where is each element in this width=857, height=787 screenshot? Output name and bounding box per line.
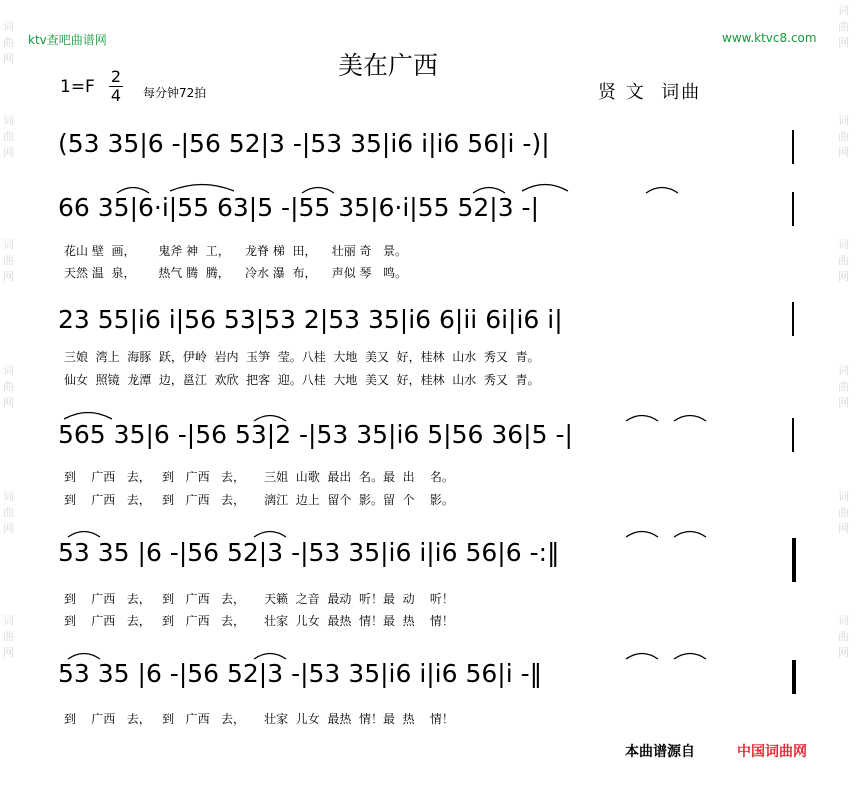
source-brand: 中国词曲网 [737, 744, 807, 760]
right-watermark-column [835, 0, 857, 787]
lyric-line: 仙女 照镜 龙潭 边，邕江 欢欣 把客 迎。八桂 大地 美又 好，桂林 山水 秀又 青。 [64, 373, 540, 387]
slur-mark [644, 182, 680, 194]
lyric-line: 到 广西 去， 到 广西 去， 壮家 儿女 最热 情！最 热 情！ [64, 614, 454, 628]
barline [792, 538, 796, 582]
slur-mark [624, 410, 660, 422]
song-title: 美在广西 [338, 51, 439, 80]
notation-line: 565 35|6 -|56 53|2 -|53 35|i6 5|56 36|5 -| [58, 420, 573, 449]
watermark-glyph: 网 [838, 146, 849, 159]
watermark-glyph: 词 [838, 4, 849, 17]
watermark-glyph: 曲 [838, 380, 849, 393]
time-signature-top: 2 [110, 67, 122, 86]
time-signature [109, 68, 123, 105]
watermark-glyph: 曲 [3, 130, 14, 143]
slur-mark [62, 406, 114, 420]
notation-line: 23 55|i6 i|56 53|53 2|53 35|i6 6|ii 6i|i6 i| [58, 305, 563, 334]
slur-mark [252, 410, 288, 422]
watermark-glyph: 曲 [838, 254, 849, 267]
watermark-glyph: 词 [3, 20, 14, 33]
watermark-glyph: 曲 [3, 506, 14, 519]
slur-mark [66, 648, 102, 660]
slur-mark [624, 648, 660, 660]
watermark-glyph: 曲 [3, 254, 14, 267]
notation-line: 66 35|6·i|55 63|5 -|55 35|6·i|55 52|3 -| [58, 193, 540, 222]
slur-mark [300, 182, 336, 194]
slur-mark [252, 526, 288, 538]
watermark-glyph: 网 [838, 646, 849, 659]
slur-mark [672, 410, 708, 422]
slur-mark [66, 526, 102, 538]
watermark-glyph: 曲 [838, 20, 849, 33]
slur-mark [252, 648, 288, 660]
watermark-glyph: 网 [3, 146, 14, 159]
lyric-line: 到 广西 去， 到 广西 去， 天籁 之音 最动 听！最 动 听！ [64, 592, 454, 606]
watermark-glyph: 网 [838, 396, 849, 409]
watermark-glyph: 曲 [3, 630, 14, 643]
watermark-glyph: 词 [3, 614, 14, 627]
lyric-line: 到 广西 去， 到 广西 去， 三姐 山歌 最出 名。最 出 名。 [64, 470, 454, 484]
lyric-line: 花山 壁 画， 鬼斧 神 工， 龙脊 梯 田， 壮丽 奇 景。 [64, 244, 407, 258]
slur-mark [471, 182, 507, 194]
left-watermark-column [0, 0, 22, 787]
time-signature-bottom: 4 [110, 86, 122, 105]
watermark-glyph: 词 [3, 490, 14, 503]
barline [792, 660, 796, 694]
watermark-glyph: 曲 [3, 36, 14, 49]
watermark-glyph: 网 [838, 270, 849, 283]
watermark-glyph: 网 [3, 52, 14, 65]
lyric-line: 到 广西 去， 到 广西 去， 壮家 儿女 最热 情！最 热 情！ [64, 712, 454, 726]
watermark-glyph: 网 [838, 36, 849, 49]
watermark-glyph: 词 [3, 238, 14, 251]
barline [792, 302, 794, 336]
lyric-line: 到 广西 去， 到 广西 去， 漓江 边上 留个 影。留 个 影。 [64, 493, 454, 507]
slur-mark [672, 526, 708, 538]
watermark-glyph: 曲 [838, 506, 849, 519]
site-watermark-left: ktv查吧曲谱网 [28, 33, 107, 47]
slur-mark [624, 526, 660, 538]
notation-line: 53 35 |6 -|56 52|3 -|53 35|i6 i|i6 56|i -‖ [58, 659, 543, 688]
watermark-glyph: 曲 [3, 380, 14, 393]
lyric-line: 三娘 湾上 海豚 跃，伊岭 岩内 玉笋 莹。八桂 大地 美又 好，桂林 山水 秀又 青。 [64, 350, 540, 364]
author-credit: 贤 文 词曲 [598, 82, 702, 103]
source-label: 本曲谱源自 [625, 744, 695, 760]
watermark-glyph: 词 [838, 364, 849, 377]
watermark-glyph: 网 [838, 522, 849, 535]
slur-mark [672, 648, 708, 660]
notation-line: (53 35|6 -|56 52|3 -|53 35|i6 i|i6 56|i -)| [58, 129, 550, 158]
slur-mark [168, 178, 236, 192]
slur-mark [520, 178, 570, 192]
watermark-glyph: 网 [3, 646, 14, 659]
watermark-glyph: 网 [3, 270, 14, 283]
watermark-glyph: 网 [3, 522, 14, 535]
barline [792, 130, 794, 164]
watermark-glyph: 词 [838, 614, 849, 627]
watermark-glyph: 曲 [838, 130, 849, 143]
key-signature: 1=F [60, 77, 95, 97]
watermark-glyph: 网 [3, 396, 14, 409]
watermark-glyph: 词 [3, 114, 14, 127]
watermark-glyph: 词 [838, 238, 849, 251]
site-watermark-right: www.ktvc8.com [722, 31, 817, 45]
notation-line: 53 35 |6 -|56 52|3 -|53 35|i6 i|i6 56|6 -:‖ [58, 538, 560, 567]
barline [792, 418, 794, 452]
watermark-glyph: 词 [3, 364, 14, 377]
watermark-glyph: 曲 [838, 630, 849, 643]
slur-mark [115, 182, 151, 194]
lyric-line: 天然 温 泉， 热气 腾 腾， 冷水 瀑 布， 声似 琴 鸣。 [64, 266, 407, 280]
barline [792, 192, 794, 226]
watermark-glyph: 词 [838, 490, 849, 503]
watermark-glyph: 词 [838, 114, 849, 127]
tempo-marking: 每分钟72拍 [143, 86, 207, 100]
